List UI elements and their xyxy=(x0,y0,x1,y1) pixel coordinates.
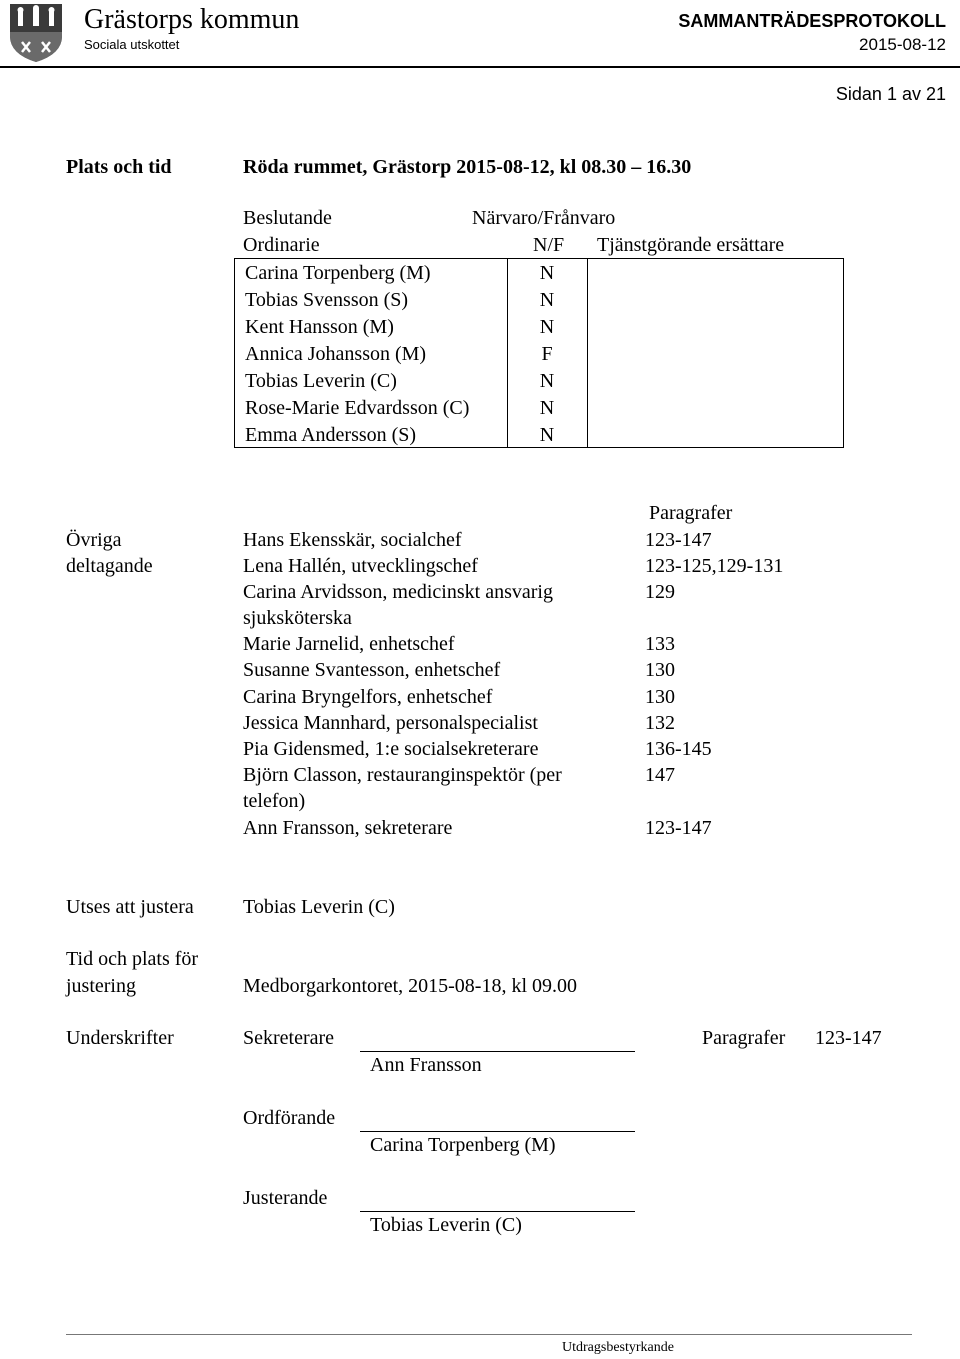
participant-name: Ann Fransson, sekreterare xyxy=(243,817,453,839)
adjustment-time-label-line1: Tid och plats för xyxy=(66,948,199,970)
page-counter: Sidan 1 av 21 xyxy=(835,84,946,104)
member-name: Kent Hansson (M) xyxy=(245,316,394,338)
participant-name: Lena Hallén, utvecklingschef xyxy=(243,555,478,577)
document-date: 2015-08-12 xyxy=(859,35,946,54)
attendance-table xyxy=(234,258,844,448)
participant-paragraphs: 123-147 xyxy=(645,817,712,839)
chairman-signature-line xyxy=(360,1131,635,1132)
paragraphs-header: Paragrafer xyxy=(649,502,733,524)
adjustment-time-label-line2: justering xyxy=(66,975,136,997)
member-name: Carina Torpenberg (M) xyxy=(245,262,431,284)
chairman-name: Carina Torpenberg (M) xyxy=(370,1134,556,1156)
participant-name: Carina Arvidsson, medicinskt ansvarig xyxy=(243,581,553,603)
member-status: N xyxy=(539,289,555,311)
participant-paragraphs: 129 xyxy=(645,581,675,603)
adjuster-signature-name: Tobias Leverin (C) xyxy=(370,1214,522,1236)
participant-paragraphs: 130 xyxy=(645,659,675,681)
adjuster-label: Utses att justera xyxy=(66,896,194,918)
organization-name: Grästorps kommun xyxy=(84,4,300,35)
attendance-header-substitute: Tjänstgörande ersättare xyxy=(597,234,785,256)
participant-paragraphs: 132 xyxy=(645,712,675,734)
certification-note: Utdragsbestyrkande xyxy=(562,1340,674,1355)
attendance-header-ordinarie: Ordinarie xyxy=(243,234,320,256)
others-label-line2: deltagande xyxy=(66,555,153,577)
participant-paragraphs: 133 xyxy=(645,633,675,655)
document-title: SAMMANTRÄDESPROTOKOLL xyxy=(678,11,946,31)
member-status: F xyxy=(541,343,553,365)
participant-paragraphs: 130 xyxy=(645,686,675,708)
footer-divider xyxy=(66,1334,912,1335)
adjuster-signature-label: Justerande xyxy=(243,1187,328,1209)
participant-paragraphs: 123-125,129-131 xyxy=(645,555,784,577)
participant-name: Marie Jarnelid, enhetschef xyxy=(243,633,455,655)
member-name: Annica Johansson (M) xyxy=(245,343,427,365)
participant-name: Pia Gidensmed, 1:e socialsekreterare xyxy=(243,738,539,760)
adjustment-time-value: Medborgarkontoret, 2015-08-18, kl 09.00 xyxy=(243,975,578,997)
organization-subtitle: Sociala utskottet xyxy=(84,37,180,52)
signatures-label: Underskrifter xyxy=(66,1027,174,1049)
adjuster-signature-line xyxy=(360,1211,635,1212)
attendance-header-nf: N/F xyxy=(533,234,565,256)
signature-paragraphs-value: 123-147 xyxy=(815,1027,882,1049)
signature-paragraphs-label: Paragrafer xyxy=(702,1027,786,1049)
chairman-label: Ordförande xyxy=(243,1107,336,1129)
member-name: Tobias Leverin (C) xyxy=(245,370,397,392)
participant-name: Hans Ekensskär, socialchef xyxy=(243,529,462,551)
others-label-line1: Övriga xyxy=(66,529,122,551)
secretary-name: Ann Fransson xyxy=(370,1054,482,1076)
participant-name: Carina Bryngelfors, enhetschef xyxy=(243,686,493,708)
attendance-header-presence: Närvaro/Frånvaro xyxy=(472,207,616,229)
member-status: N xyxy=(539,316,555,338)
participant-paragraphs: 123-147 xyxy=(645,529,712,551)
header-divider xyxy=(0,66,960,68)
participant-name: Jessica Mannhard, personalspecialist xyxy=(243,712,538,734)
attendance-header-beslutande: Beslutande xyxy=(243,207,332,229)
participant-name-continued: telefon) xyxy=(243,790,306,812)
member-status: N xyxy=(539,370,555,392)
member-name: Emma Andersson (S) xyxy=(245,424,417,446)
participant-name: Björn Classon, restauranginspektör (per xyxy=(243,764,562,786)
table-column-divider xyxy=(587,259,588,447)
member-status: N xyxy=(539,397,555,419)
member-status: N xyxy=(539,262,555,284)
member-name: Tobias Svensson (S) xyxy=(245,289,409,311)
place-value: Röda rummet, Grästorp 2015-08-12, kl 08.30 – 16.30 xyxy=(243,156,692,178)
secretary-signature-line xyxy=(360,1051,635,1052)
participant-name-continued: sjuksköterska xyxy=(243,607,352,629)
place-label: Plats och tid xyxy=(66,156,172,178)
secretary-label: Sekreterare xyxy=(243,1027,335,1049)
participant-paragraphs: 136-145 xyxy=(645,738,712,760)
member-name: Rose-Marie Edvardsson (C) xyxy=(245,397,470,419)
adjuster-value: Tobias Leverin (C) xyxy=(243,896,395,918)
municipality-crest-icon xyxy=(8,2,64,64)
participant-name: Susanne Svantesson, enhetschef xyxy=(243,659,501,681)
participant-paragraphs: 147 xyxy=(645,764,675,786)
member-status: N xyxy=(539,424,555,446)
